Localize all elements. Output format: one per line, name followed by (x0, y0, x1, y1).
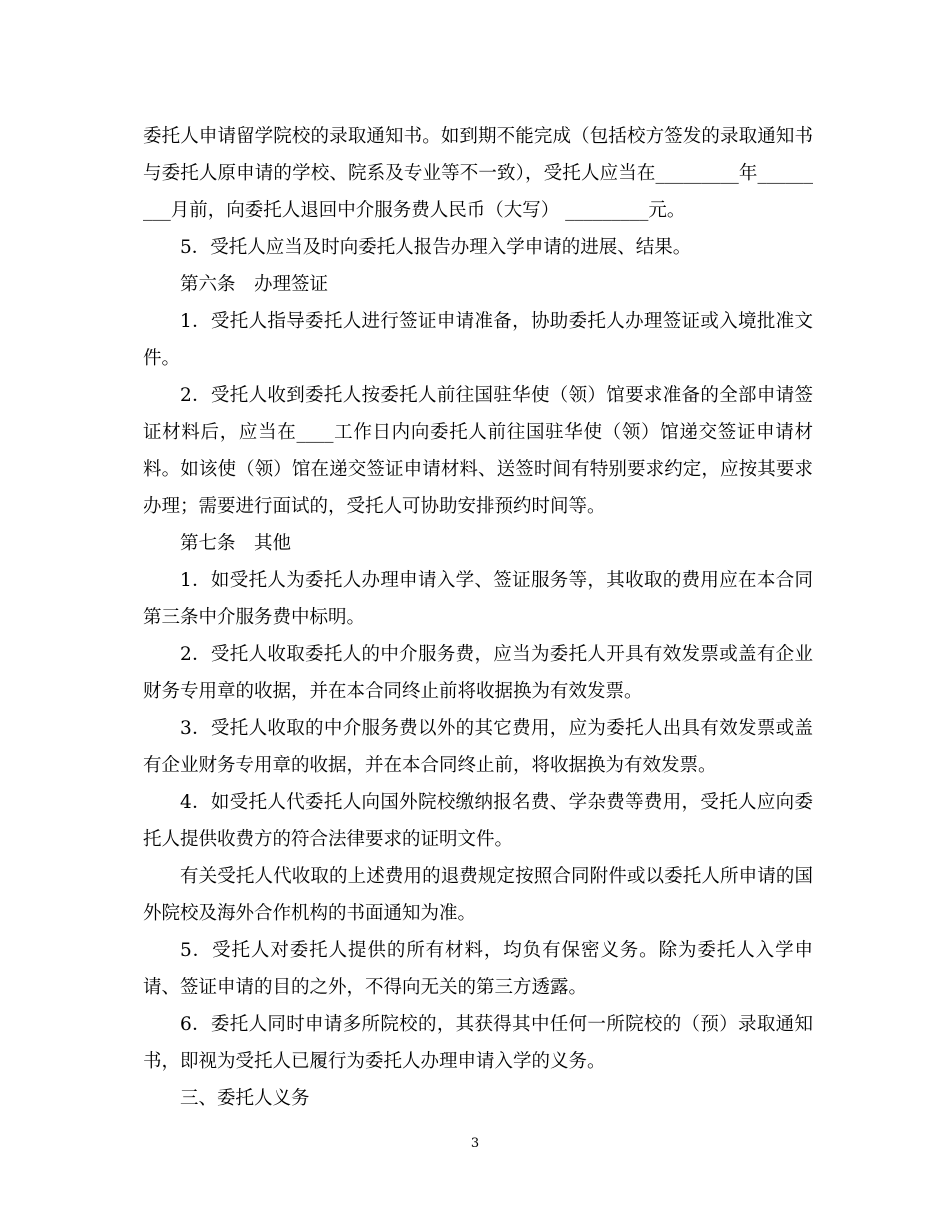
paragraph-4: 1．受托人指导委托人进行签证申请准备，协助委托人办理签证或入境批准文件。 (143, 311, 813, 369)
paragraph-13: 6．委托人同时申请多所院校的，其获得其中任何一所院校的（预）录取通知书，即视为受托人已履行为委托人办理申请入学的义务。 (143, 1014, 813, 1072)
paragraph-8: 2．受托人收取委托人的中介服务费，应当为委托人开具有效发票或盖有企业财务专用章的收据，并在本合同终止前将收据换为有效发票。 (143, 644, 813, 702)
paragraph-5: 2．受托人收到委托人按委托人前往国驻华使（领）馆要求准备的全部申请签证材料后，应当在____工作日内向委托人前往国驻华使（领）馆递交签证申请材料。如该使（领）馆在递交签证申请材料、送签时间有特别要求约定，应按其要求办理；需要进行面试的，受托人可协助安排预约时间等。 (143, 385, 813, 517)
paragraph-11: 有关受托人代收取的上述费用的退费规定按照合同附件或以委托人所申请的国外院校及海外合作机构的书面通知为准。 (143, 866, 813, 924)
paragraph-7: 1．如受托人为委托人办理申请入学、签证服务等，其收取的费用应在本合同第三条中介服务费中标明。 (143, 570, 813, 628)
section-heading-client-obligations: 三、委托人义务 (180, 1088, 310, 1109)
page-number: 3 (470, 1136, 480, 1151)
section-heading-article-6: 第六条 办理签证 (180, 274, 329, 295)
paragraph-10: 4．如受托人代委托人向国外院校缴纳报名费、学杂费等费用，受托人应向委托人提供收费方的符合法律要求的证明文件。 (143, 792, 813, 850)
document-body (143, 118, 813, 1117)
paragraph-1: 委托人申请留学院校的录取通知书。如到期不能完成（包括校方签发的录取通知书与委托人原申请的学校、院系及专业等不一致），受托人应当在_________年_________月前，向委托人退回中介服务费人民币（大写） _________元。 (143, 126, 813, 221)
section-heading-article-7: 第七条 其他 (180, 533, 292, 554)
paragraph-2: 5．受托人应当及时向委托人报告办理入学申请的进展、结果。 (180, 237, 692, 258)
paragraph-12: 5．受托人对委托人提供的所有材料，均负有保密义务。除为委托人入学申请、签证申请的目的之外，不得向无关的第三方透露。 (143, 940, 813, 998)
paragraph-9: 3．受托人收取的中介服务费以外的其它费用，应为委托人出具有效发票或盖有企业财务专用章的收据，并在本合同终止前，将收据换为有效发票。 (143, 718, 813, 776)
